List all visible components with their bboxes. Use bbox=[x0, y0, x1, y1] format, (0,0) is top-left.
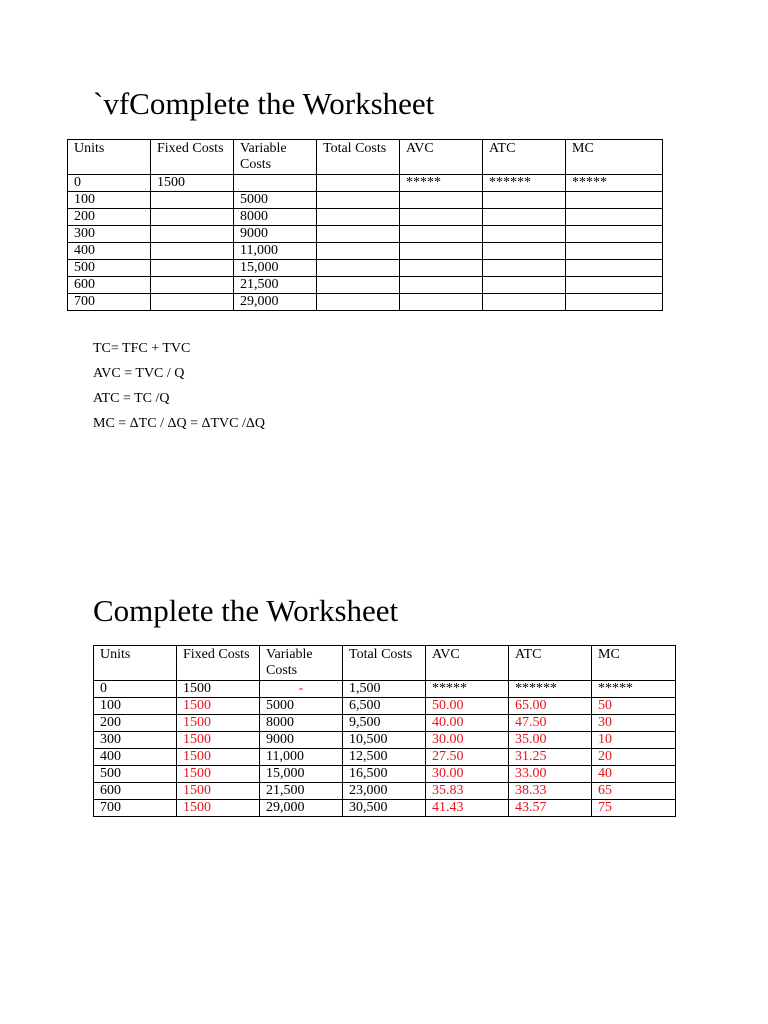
table-cell: 1,500 bbox=[343, 681, 426, 698]
table-cell: 1500 bbox=[177, 783, 260, 800]
table-cell: ***** bbox=[592, 681, 676, 698]
table-cell: 43.57 bbox=[509, 800, 592, 817]
column-header: MC bbox=[566, 140, 663, 175]
table-cell: 10,500 bbox=[343, 732, 426, 749]
table-cell: 600 bbox=[68, 277, 151, 294]
table-cell bbox=[566, 192, 663, 209]
table-row bbox=[68, 192, 663, 209]
table-cell: 8000 bbox=[260, 715, 343, 732]
table-cell: 200 bbox=[94, 715, 177, 732]
formula-atc: ATC = TC /Q bbox=[93, 391, 170, 406]
table-cell: ***** bbox=[426, 681, 509, 698]
table-cell bbox=[151, 277, 234, 294]
column-header: AVC bbox=[426, 646, 509, 681]
table-cell bbox=[566, 209, 663, 226]
formula-avc: AVC = TVC / Q bbox=[93, 366, 185, 381]
table-cell: 75 bbox=[592, 800, 676, 817]
column-header: Fixed Costs bbox=[151, 140, 234, 175]
column-header: Units bbox=[68, 140, 151, 175]
table-cell bbox=[317, 192, 400, 209]
table-cell: 41.43 bbox=[426, 800, 509, 817]
table-cell: 6,500 bbox=[343, 698, 426, 715]
table-cell: 21,500 bbox=[234, 277, 317, 294]
worksheet-title-2: Complete the Worksheet bbox=[93, 593, 399, 628]
table-row bbox=[94, 749, 676, 766]
table-cell bbox=[483, 243, 566, 260]
table-row bbox=[94, 732, 676, 749]
table-cell bbox=[566, 260, 663, 277]
table-cell bbox=[483, 294, 566, 311]
table-cell: 700 bbox=[94, 800, 177, 817]
table-cell: 30 bbox=[592, 715, 676, 732]
table-cell: ***** bbox=[566, 175, 663, 192]
table-cell: ****** bbox=[509, 681, 592, 698]
table-cell: 15,000 bbox=[260, 766, 343, 783]
formula-list bbox=[93, 341, 265, 441]
table-cell: 12,500 bbox=[343, 749, 426, 766]
table-cell: 35.83 bbox=[426, 783, 509, 800]
table-cell: - bbox=[260, 681, 343, 698]
table-row bbox=[68, 209, 663, 226]
table-cell: 11,000 bbox=[260, 749, 343, 766]
table-cell: 65.00 bbox=[509, 698, 592, 715]
table-cell bbox=[566, 226, 663, 243]
table-row bbox=[94, 698, 676, 715]
table-cell: 30,500 bbox=[343, 800, 426, 817]
table-cell: 600 bbox=[94, 783, 177, 800]
table-cell: 9000 bbox=[234, 226, 317, 243]
table-cell bbox=[400, 226, 483, 243]
table-row bbox=[68, 226, 663, 243]
table-cell: 1500 bbox=[177, 749, 260, 766]
table-cell: 65 bbox=[592, 783, 676, 800]
table-cell bbox=[566, 243, 663, 260]
table-cell: 500 bbox=[94, 766, 177, 783]
table-cell: 9000 bbox=[260, 732, 343, 749]
table-cell: 30.00 bbox=[426, 732, 509, 749]
table-row bbox=[94, 681, 676, 698]
table-cell: 29,000 bbox=[260, 800, 343, 817]
table-cell bbox=[483, 277, 566, 294]
table-cell: 50.00 bbox=[426, 698, 509, 715]
table-cell: 100 bbox=[94, 698, 177, 715]
table-cell: 1500 bbox=[177, 800, 260, 817]
table-cell: 47.50 bbox=[509, 715, 592, 732]
column-header: MC bbox=[592, 646, 676, 681]
table-cell: 40.00 bbox=[426, 715, 509, 732]
column-header: ATC bbox=[509, 646, 592, 681]
table-row bbox=[94, 766, 676, 783]
table-cell: 400 bbox=[94, 749, 177, 766]
table-cell: 100 bbox=[68, 192, 151, 209]
table-cell: 35.00 bbox=[509, 732, 592, 749]
table-cell: 0 bbox=[68, 175, 151, 192]
table-cell: 50 bbox=[592, 698, 676, 715]
table-cell bbox=[400, 192, 483, 209]
table-cell: 27.50 bbox=[426, 749, 509, 766]
table-cell: 29,000 bbox=[234, 294, 317, 311]
table-cell bbox=[151, 192, 234, 209]
formula-mc: MC = ΔTC / ΔQ = ΔTVC /ΔQ bbox=[93, 416, 265, 431]
table-cell bbox=[566, 294, 663, 311]
table-cell: 20 bbox=[592, 749, 676, 766]
table-row bbox=[68, 260, 663, 277]
table-row bbox=[68, 175, 663, 192]
table-row bbox=[68, 294, 663, 311]
table-cell: 300 bbox=[68, 226, 151, 243]
table-cell: 700 bbox=[68, 294, 151, 311]
table-cell bbox=[151, 294, 234, 311]
table-cell: 40 bbox=[592, 766, 676, 783]
table-cell: 1500 bbox=[151, 175, 234, 192]
table-cell bbox=[317, 277, 400, 294]
table-cell bbox=[317, 243, 400, 260]
table-cell bbox=[317, 175, 400, 192]
table-cell: 1500 bbox=[177, 732, 260, 749]
table-cell: 30.00 bbox=[426, 766, 509, 783]
column-header: Total Costs bbox=[343, 646, 426, 681]
table-cell: 400 bbox=[68, 243, 151, 260]
table-cell: 5000 bbox=[234, 192, 317, 209]
table-cell bbox=[317, 226, 400, 243]
table-row bbox=[68, 277, 663, 294]
column-header: Total Costs bbox=[317, 140, 400, 175]
table-row bbox=[94, 715, 676, 732]
table-cell bbox=[566, 277, 663, 294]
table-cell: 33.00 bbox=[509, 766, 592, 783]
table-cell: 5000 bbox=[260, 698, 343, 715]
table-row bbox=[68, 243, 663, 260]
table-cell bbox=[151, 260, 234, 277]
table-cell bbox=[151, 209, 234, 226]
table-cell: 15,000 bbox=[234, 260, 317, 277]
table-cell: 8000 bbox=[234, 209, 317, 226]
table-cell: 0 bbox=[94, 681, 177, 698]
worksheet-table-1 bbox=[67, 139, 663, 311]
table-cell: 21,500 bbox=[260, 783, 343, 800]
table-cell: 500 bbox=[68, 260, 151, 277]
table-cell bbox=[400, 294, 483, 311]
table-cell: 1500 bbox=[177, 681, 260, 698]
table-cell bbox=[317, 209, 400, 226]
table-cell: 11,000 bbox=[234, 243, 317, 260]
table-cell: 1500 bbox=[177, 715, 260, 732]
table-cell: 9,500 bbox=[343, 715, 426, 732]
column-header: Variable Costs bbox=[234, 140, 317, 175]
table-cell: 1500 bbox=[177, 766, 260, 783]
table-cell: ***** bbox=[400, 175, 483, 192]
column-header: Variable Costs bbox=[260, 646, 343, 681]
column-header: AVC bbox=[400, 140, 483, 175]
table-row bbox=[94, 783, 676, 800]
column-header: Fixed Costs bbox=[177, 646, 260, 681]
worksheet-title-1: `vfComplete the Worksheet bbox=[93, 86, 435, 121]
table-cell: ****** bbox=[483, 175, 566, 192]
table-cell bbox=[400, 243, 483, 260]
table-cell: 38.33 bbox=[509, 783, 592, 800]
formula-total-cost: TC= TFC + TVC bbox=[93, 341, 191, 356]
table-cell bbox=[483, 260, 566, 277]
table-cell bbox=[151, 226, 234, 243]
table-cell bbox=[483, 209, 566, 226]
table-cell bbox=[400, 260, 483, 277]
column-header: Units bbox=[94, 646, 177, 681]
table-cell: 200 bbox=[68, 209, 151, 226]
table-cell: 1500 bbox=[177, 698, 260, 715]
table-cell bbox=[400, 277, 483, 294]
table-cell bbox=[483, 226, 566, 243]
table-cell: 10 bbox=[592, 732, 676, 749]
table-row bbox=[94, 800, 676, 817]
table-cell bbox=[151, 243, 234, 260]
table-cell: 31.25 bbox=[509, 749, 592, 766]
table-cell bbox=[234, 175, 317, 192]
table-cell: 23,000 bbox=[343, 783, 426, 800]
table-header-row bbox=[94, 646, 676, 681]
table-cell bbox=[400, 209, 483, 226]
table-cell bbox=[317, 294, 400, 311]
table-cell bbox=[317, 260, 400, 277]
table-cell: 16,500 bbox=[343, 766, 426, 783]
column-header: ATC bbox=[483, 140, 566, 175]
table-header-row bbox=[68, 140, 663, 175]
table-cell: 300 bbox=[94, 732, 177, 749]
worksheet-table-2 bbox=[93, 645, 676, 817]
table-cell bbox=[483, 192, 566, 209]
